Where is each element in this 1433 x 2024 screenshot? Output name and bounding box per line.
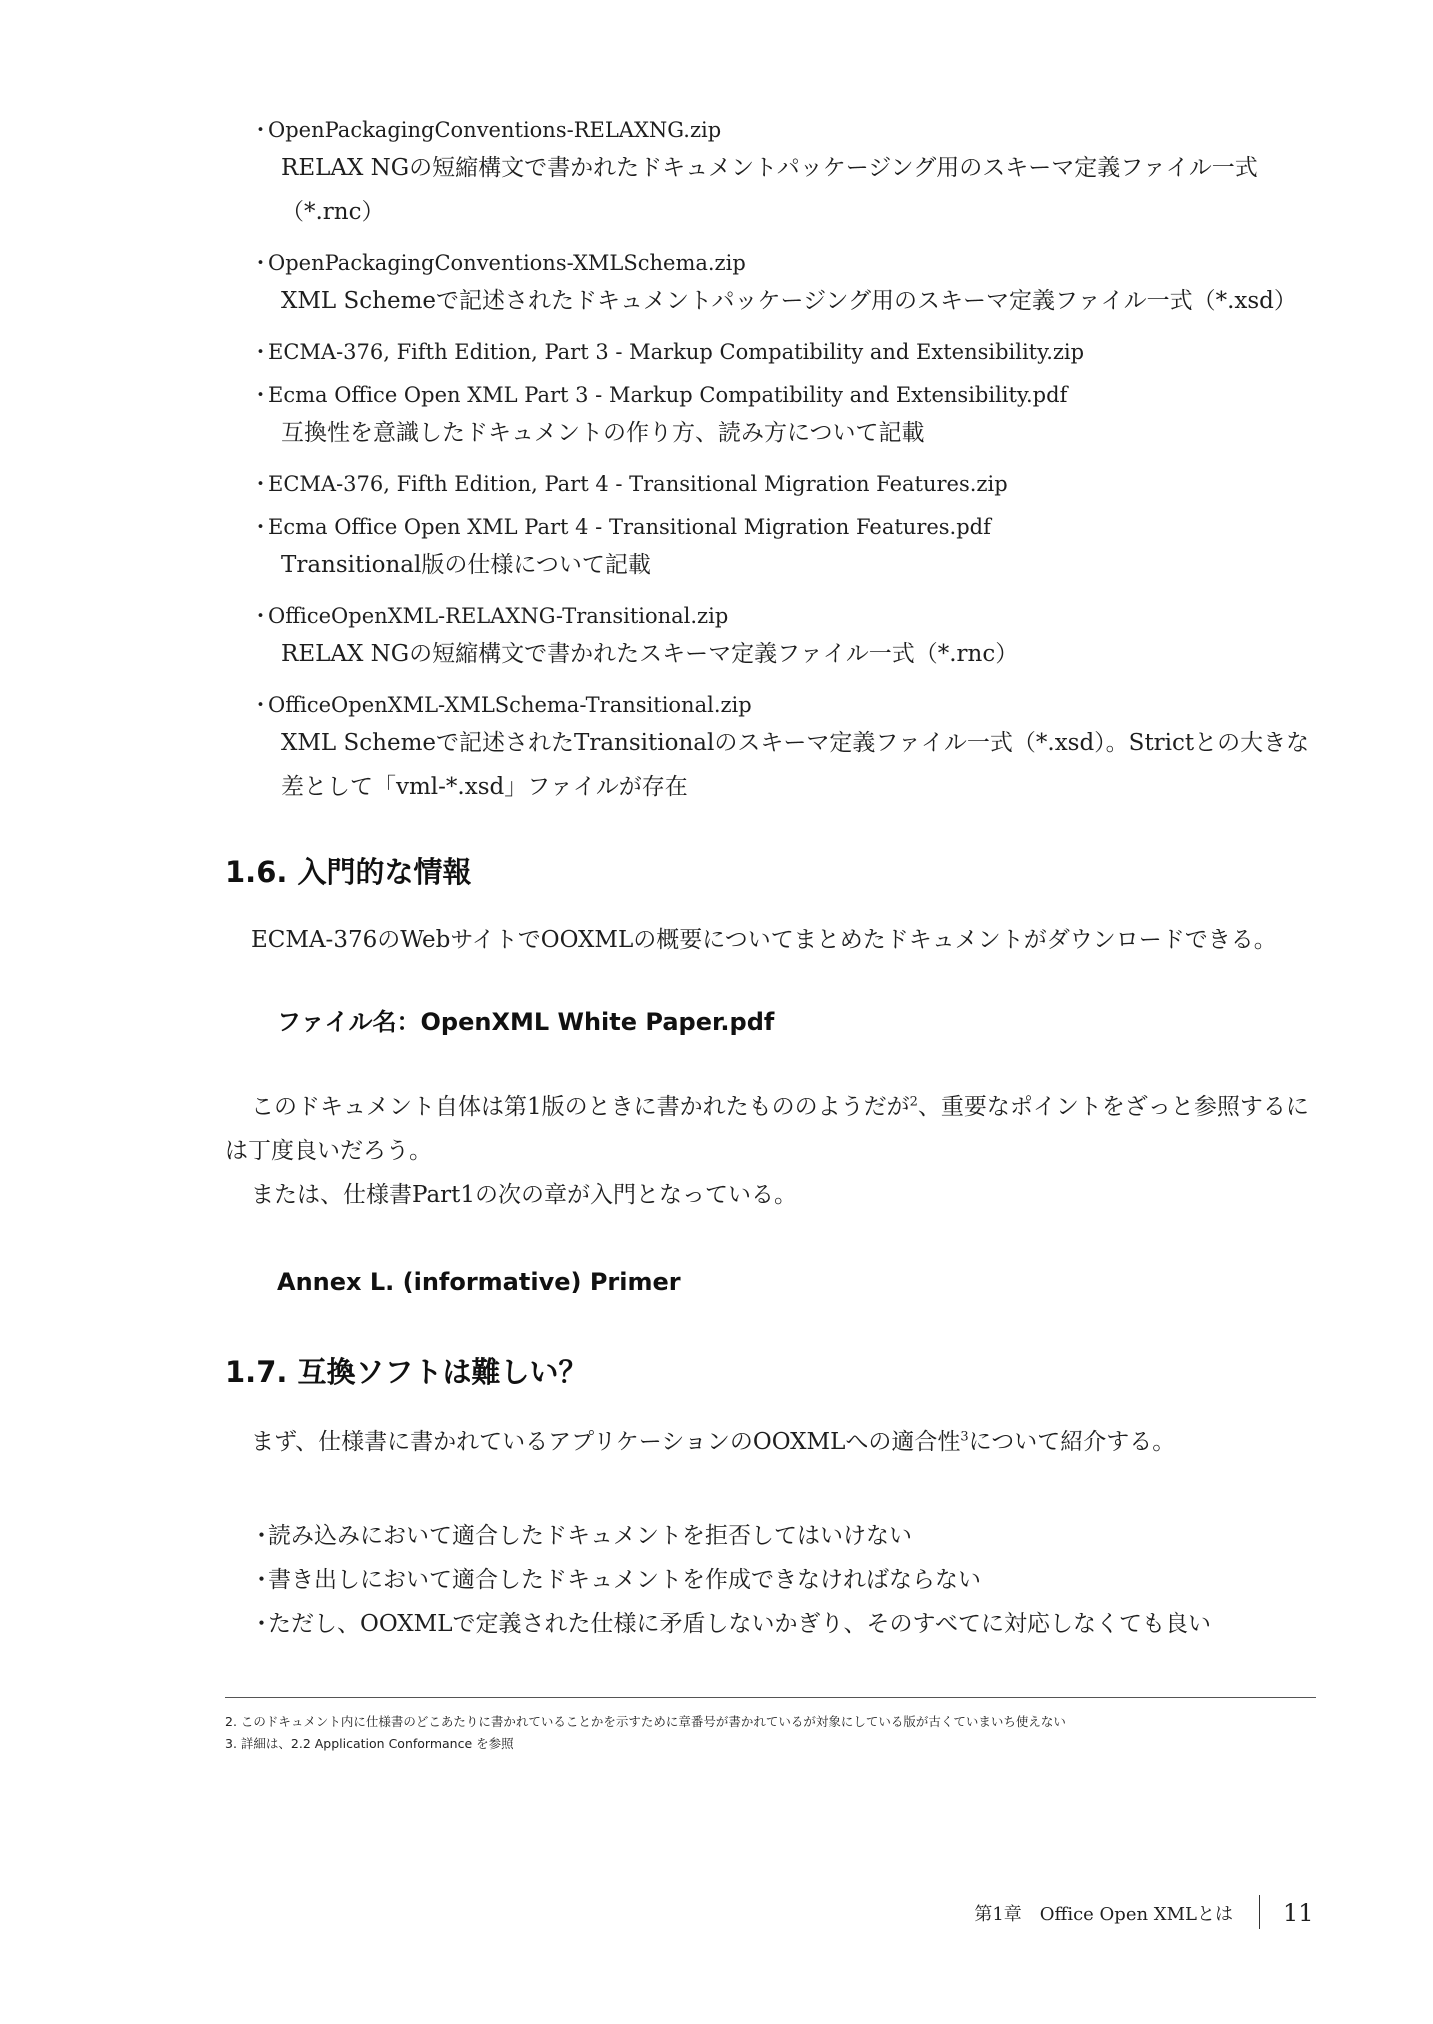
file-name-text: OpenPackagingConventions-XMLSchema.zip (268, 251, 746, 275)
file-name (250, 116, 1320, 144)
section-1-6-intro: ECMA-376のWebサイトでOOXMLの概要についてまとめたドキュメントがダウンロードできる。 (251, 927, 1277, 953)
file-name (250, 691, 1320, 719)
file-name (250, 513, 1320, 541)
file-name-text: ECMA-376, Fifth Edition, Part 4 - Transitional Migration Features.zip (268, 472, 1008, 496)
intro-text-a: まず、仕様書に書かれているアプリケーションのOOXMLへの適合性 (251, 1429, 961, 1455)
list-item-text: 読み込みにおいて適合したドキュメントを拒否してはいけない (268, 1523, 912, 1549)
file-description: RELAX NGの短縮構文で書かれたドキュメントパッケージング用のスキーマ定義ファイル一式（*.rnc） (281, 155, 1258, 225)
list-item-text: 書き出しにおいて適合したドキュメントを作成できなければならない (268, 1567, 981, 1593)
intro-text-b: について紹介する。 (968, 1429, 1176, 1455)
file-list-item (250, 513, 1320, 587)
section-heading-1-6: 1.6. 入門的な情報 (225, 855, 472, 889)
file-name-text: ECMA-376, Fifth Edition, Part 3 - Markup Compatibility and Extensibility.zip (268, 340, 1085, 364)
footer-separator (1259, 1895, 1260, 1929)
section-1-7-intro (225, 1420, 1315, 1464)
file-name-text: OfficeOpenXML-RELAXNG-Transitional.zip (268, 604, 729, 628)
footnote-divider (225, 1697, 1316, 1698)
page-number: 11 (1283, 1899, 1314, 1927)
file-name-text: OfficeOpenXML-XMLSchema-Transitional.zip (268, 693, 752, 717)
bullet-mark: ・ (250, 472, 271, 496)
file-list-item (250, 249, 1320, 323)
section-1-6-para2: または、仕様書Part1の次の章が入門となっている。 (251, 1182, 798, 1208)
file-list (250, 116, 1320, 809)
list-item (250, 1558, 1211, 1602)
primer-callout: Annex L. (informative) Primer (277, 1268, 681, 1296)
file-description: Transitional版の仕様について記載 (281, 552, 651, 578)
footnote-3: 3. 詳細は、2.2 Application Conformance を参照 (225, 1736, 514, 1751)
para1-text-b: 、重要なポイントをざっと参照するには丁度良いだろう。 (225, 1094, 1309, 1164)
page-footer (0, 1895, 1433, 1935)
footnotes (225, 1711, 1325, 1755)
bullet-mark: ・ (250, 340, 271, 364)
file-list-item (250, 338, 1320, 366)
list-item (250, 1514, 1211, 1558)
file-name-text: OpenPackagingConventions-RELAXNG.zip (268, 118, 722, 142)
file-list-item (250, 381, 1320, 455)
footer-chapter-title: 第1章 Office Open XMLとは (974, 1904, 1233, 1925)
bullet-mark: ・ (250, 515, 271, 539)
file-name (250, 338, 1320, 366)
file-name (250, 602, 1320, 630)
footnote-2: 2. このドキュメント内に仕様書のどこあたりに書かれていることかを示すために章番号が書かれているが対象にしている版が古くていまいち使えない (225, 1714, 1066, 1729)
file-name (250, 470, 1320, 498)
file-description: RELAX NGの短縮構文で書かれたスキーマ定義ファイル一式（*.rnc） (281, 641, 1019, 667)
file-list-item (250, 691, 1320, 809)
bullet-mark: ・ (250, 118, 271, 142)
bullet-mark: ・ (250, 1611, 273, 1637)
bullet-mark: ・ (250, 693, 271, 717)
section-1-6-para1 (225, 1085, 1315, 1173)
bullet-mark: ・ (250, 1523, 273, 1549)
bullet-mark: ・ (250, 604, 271, 628)
file-description: XML Schemeで記述されたTransitionalのスキーマ定義ファイル一式（*.xsd）。Strictとの大きな差として「vml-*.xsd」ファイルが存在 (281, 730, 1310, 800)
file-list-item (250, 470, 1320, 498)
file-name (250, 381, 1320, 409)
file-name-text: Ecma Office Open XML Part 4 - Transitional Migration Features.pdf (268, 515, 991, 539)
file-name (250, 249, 1320, 277)
list-item-text: ただし、OOXMLで定義された仕様に矛盾しないかぎり、そのすべてに対応しなくても良い (268, 1611, 1212, 1637)
file-name-text: Ecma Office Open XML Part 3 - Markup Compatibility and Extensibility.pdf (268, 383, 1068, 407)
para1-text-a: このドキュメント自体は第1版のときに書かれたもののようだが (251, 1094, 910, 1120)
conformance-list (250, 1514, 1211, 1646)
section-heading-1-7: 1.7. 互換ソフトは難しい？ (225, 1355, 588, 1389)
filename-callout: ファイル名：OpenXML White Paper.pdf (277, 1008, 775, 1036)
list-item (250, 1602, 1211, 1646)
bullet-mark: ・ (250, 251, 271, 275)
file-list-item (250, 602, 1320, 676)
bullet-mark: ・ (250, 383, 271, 407)
file-list-item (250, 116, 1320, 234)
bullet-mark: ・ (250, 1567, 273, 1593)
file-description: XML Schemeで記述されたドキュメントパッケージング用のスキーマ定義ファイル一式（*.xsd） (281, 288, 1297, 314)
file-description: 互換性を意識したドキュメントの作り方、読み方について記載 (281, 420, 925, 446)
footnote-ref-3: 3 (960, 1429, 969, 1445)
footnote-ref-2: 2 (909, 1094, 918, 1110)
